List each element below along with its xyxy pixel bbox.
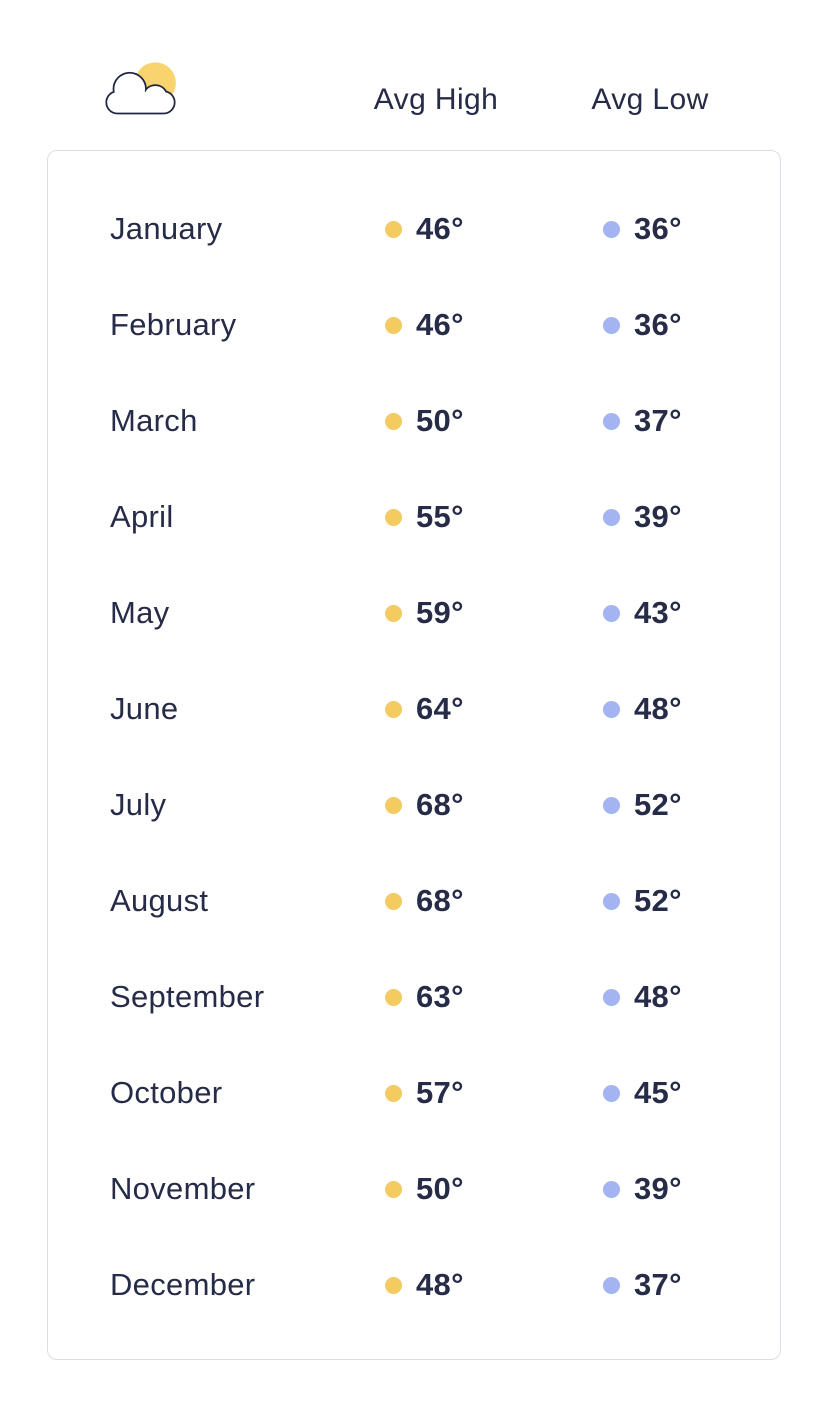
avg-low-cell xyxy=(603,979,740,1015)
month-label: December xyxy=(110,1267,256,1302)
table-row xyxy=(110,1237,740,1333)
avg-low-cell xyxy=(603,1267,740,1303)
table-row xyxy=(110,181,740,277)
avg-high-value: 59° xyxy=(416,595,464,630)
avg-low-cell xyxy=(603,1171,740,1207)
avg-high-value: 64° xyxy=(416,691,464,726)
avg-high-cell xyxy=(385,1267,603,1303)
low-dot-icon xyxy=(603,605,620,622)
table-row xyxy=(110,1045,740,1141)
low-dot-icon xyxy=(603,1277,620,1294)
avg-low-value: 39° xyxy=(634,1171,682,1206)
avg-high-value: 55° xyxy=(416,499,464,534)
table-row xyxy=(110,661,740,757)
avg-low-value: 39° xyxy=(634,499,682,534)
avg-high-value: 50° xyxy=(416,403,464,438)
monthly-averages-card xyxy=(47,150,781,1360)
avg-high-value: 57° xyxy=(416,1075,464,1110)
avg-low-cell xyxy=(603,595,740,631)
avg-high-cell xyxy=(385,499,603,535)
month-label: May xyxy=(110,595,170,630)
sun-behind-cloud-icon xyxy=(100,58,182,118)
avg-high-cell xyxy=(385,691,603,727)
table-row xyxy=(110,565,740,661)
avg-low-cell xyxy=(603,691,740,727)
avg-low-cell xyxy=(603,307,740,343)
table-row xyxy=(110,373,740,469)
avg-high-value: 68° xyxy=(416,883,464,918)
high-dot-icon xyxy=(385,221,402,238)
avg-high-cell xyxy=(385,787,603,823)
high-dot-icon xyxy=(385,1277,402,1294)
low-dot-icon xyxy=(603,1085,620,1102)
avg-low-cell xyxy=(603,403,740,439)
avg-high-value: 48° xyxy=(416,1267,464,1302)
avg-high-cell xyxy=(385,1171,603,1207)
avg-low-value: 36° xyxy=(634,307,682,342)
low-dot-icon xyxy=(603,221,620,238)
low-dot-icon xyxy=(603,1181,620,1198)
avg-low-cell xyxy=(603,499,740,535)
low-dot-icon xyxy=(603,797,620,814)
high-dot-icon xyxy=(385,605,402,622)
low-dot-icon xyxy=(603,509,620,526)
table-row xyxy=(110,469,740,565)
avg-low-value: 36° xyxy=(634,211,682,246)
avg-low-value: 43° xyxy=(634,595,682,630)
avg-high-cell xyxy=(385,1075,603,1111)
avg-low-cell xyxy=(603,211,740,247)
table-row xyxy=(110,1141,740,1237)
month-label: June xyxy=(110,691,179,726)
month-label: February xyxy=(110,307,237,342)
avg-high-value: 50° xyxy=(416,1171,464,1206)
avg-high-cell xyxy=(385,211,603,247)
avg-low-value: 48° xyxy=(634,979,682,1014)
avg-high-cell xyxy=(385,595,603,631)
avg-high-value: 68° xyxy=(416,787,464,822)
high-dot-icon xyxy=(385,797,402,814)
avg-low-value: 52° xyxy=(634,787,682,822)
high-dot-icon xyxy=(385,413,402,430)
avg-low-value: 52° xyxy=(634,883,682,918)
low-dot-icon xyxy=(603,989,620,1006)
month-label: January xyxy=(110,211,223,246)
avg-high-cell xyxy=(385,403,603,439)
high-dot-icon xyxy=(385,701,402,718)
avg-high-cell xyxy=(385,883,603,919)
month-label: November xyxy=(110,1171,256,1206)
avg-low-cell xyxy=(603,787,740,823)
high-dot-icon xyxy=(385,989,402,1006)
avg-high-value: 46° xyxy=(416,307,464,342)
high-dot-icon xyxy=(385,1181,402,1198)
month-label: August xyxy=(110,883,209,918)
avg-low-value: 45° xyxy=(634,1075,682,1110)
avg-low-value: 37° xyxy=(634,403,682,438)
month-label: October xyxy=(110,1075,223,1110)
month-label: March xyxy=(110,403,198,438)
table-row xyxy=(110,277,740,373)
low-dot-icon xyxy=(603,413,620,430)
avg-low-value: 37° xyxy=(634,1267,682,1302)
column-header-avg-high: Avg High xyxy=(373,83,499,116)
avg-high-cell xyxy=(385,307,603,343)
low-dot-icon xyxy=(603,701,620,718)
low-dot-icon xyxy=(603,317,620,334)
month-label: July xyxy=(110,787,167,822)
low-dot-icon xyxy=(603,893,620,910)
avg-low-cell xyxy=(603,883,740,919)
avg-high-value: 63° xyxy=(416,979,464,1014)
table-header xyxy=(0,0,828,150)
avg-low-cell xyxy=(603,1075,740,1111)
avg-high-cell xyxy=(385,979,603,1015)
avg-low-value: 48° xyxy=(634,691,682,726)
avg-high-value: 46° xyxy=(416,211,464,246)
high-dot-icon xyxy=(385,317,402,334)
month-label: April xyxy=(110,499,174,534)
table-row xyxy=(110,949,740,1045)
column-header-avg-low: Avg Low xyxy=(591,83,709,116)
table-row xyxy=(110,853,740,949)
high-dot-icon xyxy=(385,509,402,526)
table-row xyxy=(110,757,740,853)
month-label: September xyxy=(110,979,265,1014)
high-dot-icon xyxy=(385,1085,402,1102)
high-dot-icon xyxy=(385,893,402,910)
